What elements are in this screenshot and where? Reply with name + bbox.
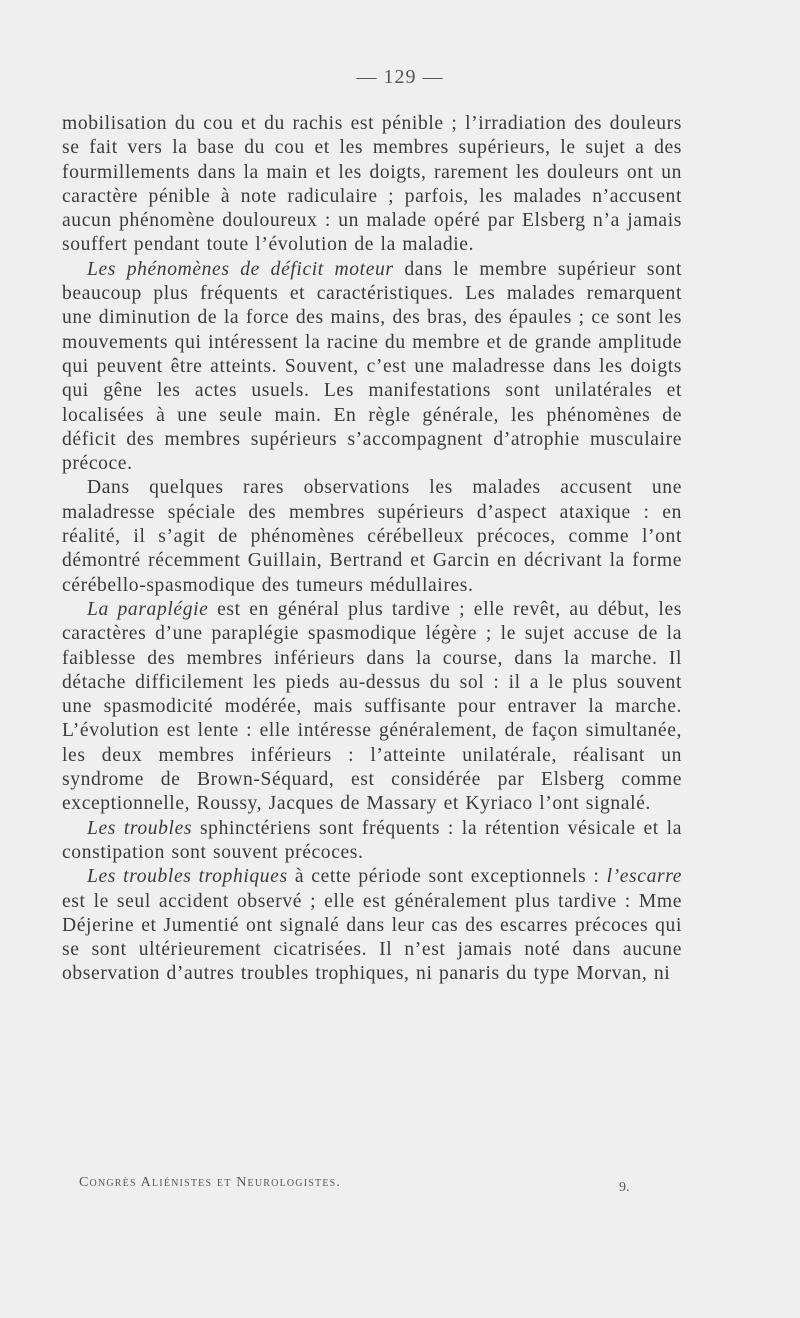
page-body [62,112,682,987]
page-number: — 129 — [356,66,444,88]
paragraph-text: dans le membre supérieur sont beaucoup plus fréquents et caractéristiques. Les malades remarquent une diminution de la force des mains, des bras, des épaules ; ce sont les mouvements qui intéressent la racine du membre et de grande amplitude qui peuvent être atteints. Souvent, c’est une maladresse dans les doigts qui gêne les actes usuels. Les manifestations sont unilatérales et localisées à une seule main. En règle générale, les phénomènes de déficit des membres supérieurs s’accompagnent d’atrophie musculaire précoce. [62,258,682,475]
footer-signature-number: 9. [619,1180,630,1195]
italic-heading: Les troubles trophiques [87,866,288,888]
paragraph [62,598,682,817]
paragraph-text: est le seul accident observé ; elle est généralement plus tardive : Mme Déjerine et Jumentié ont signalé dans leur cas des escarres précoces qui se sont ultérieurement cicatrisées. Il n’est jamais noté dans aucune observation d’autres troubles trophiques, ni panaris du type Morvan, ni [62,890,682,985]
paragraph-text: mobilisation du cou et du rachis est pénible ; l’irradiation des douleurs se fait vers la base du cou et les membres supérieurs, le sujet a des fourmillements dans la main et les doigts, rarement les douleurs ont un caractère pénible à note radiculaire ; parfois, les malades n’accusent aucun phénomène douloureux : un malade opéré par Elsberg n’a jamais souffert pendant toute l’évolution de la maladie. [62,113,682,256]
paragraph [62,865,682,986]
paragraph-text: à cette période sont exceptionnels : [287,866,607,888]
italic-term: l’escarre [606,866,682,888]
italic-heading: Les phénomènes de déficit moteur [87,258,394,280]
paragraph-text: Dans quelques rares observations les malades accusent une maladresse spéciale des membres supérieurs d’aspect ataxique : en réalité, il s’agit de phénomènes cérébelleux précoces, comme l’ont démontré récemment Guillain, Bertrand et Garcin en décrivant la forme cérébello-spasmodique des tumeurs médullaires. [62,477,682,596]
paragraph [62,817,682,866]
paragraph-text: est en général plus tardive ; elle revêt, au début, les caractères d’une paraplégie spasmodique légère ; le sujet accuse de la faiblesse des membres inférieurs dans la course, dans la marche. Il détache difficilement les pieds au-dessus du sol : il a le plus souvent une spasmodicité modérée, mais suffisante pour entraver la marche. L’évolution est lente : elle intéresse généralement, de façon simultanée, les deux membres inférieurs : l’atteinte unilatérale, réalisant un syndrome de Brown-Séquard, est considérée par Elsberg comme exceptionnelle, Roussy, Jacques de Massary et Kyriaco l’ont signalé. [62,598,682,815]
paragraph [62,258,682,477]
paragraph [62,476,682,597]
paragraph-text: sphinctériens sont fréquents : la rétention vésicale et la constipation sont souvent précoces. [62,817,682,863]
paragraph [62,112,682,258]
italic-heading: La paraplégie [87,598,209,620]
italic-heading: Les troubles [87,817,193,839]
footer-signature: Congrès Aliénistes et Neurologistes. [79,1175,342,1190]
